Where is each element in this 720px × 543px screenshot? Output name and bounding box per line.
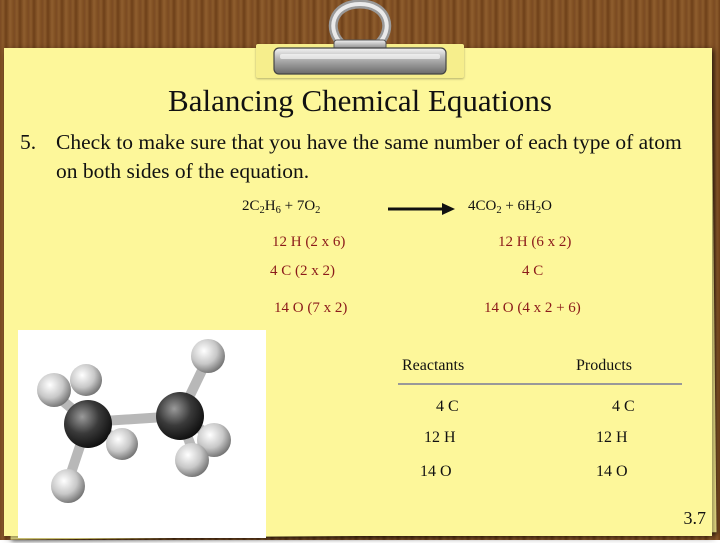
- paper-clip-icon: [272, 0, 448, 80]
- left-count-h: 12 H (2 x 6): [272, 234, 346, 250]
- table-row-3-reactants: 14 O: [420, 463, 452, 480]
- table-row-3-products: 14 O: [596, 463, 628, 480]
- left-count-c: 4 C (2 x 2): [270, 263, 335, 279]
- right-count-c: 4 C: [522, 263, 544, 279]
- ethane-molecule-model: [18, 330, 266, 538]
- left-count-o: 14 O (7 x 2): [274, 300, 348, 316]
- point-text: Check to make sure that you have the same number of each type of atom on both sides of the equation.: [56, 130, 682, 183]
- table-header-reactants: Reactants: [402, 357, 465, 374]
- equation-products: $4CO_2 + 6H_2O$: [468, 198, 552, 216]
- table-divider: [398, 383, 682, 385]
- right-count-h: 12 H (6 x 2): [498, 234, 572, 250]
- table-row-2-products: 12 H: [596, 429, 628, 446]
- table-row-1-reactants: 4 C: [436, 398, 459, 415]
- page-title: Balancing Chemical Equations: [168, 83, 552, 118]
- table-row-1-products: 4 C: [612, 398, 635, 415]
- point-number: 5.: [20, 130, 37, 154]
- table-row-2-reactants: 12 H: [424, 429, 456, 446]
- equation-reactants: $2C_2H_6 + 7O_2$: [242, 198, 321, 216]
- slide-number: 3.7: [683, 508, 706, 528]
- right-count-o: 14 O (4 x 2 + 6): [484, 300, 581, 316]
- reaction-arrow-icon: [386, 202, 456, 216]
- table-header-products: Products: [576, 357, 632, 374]
